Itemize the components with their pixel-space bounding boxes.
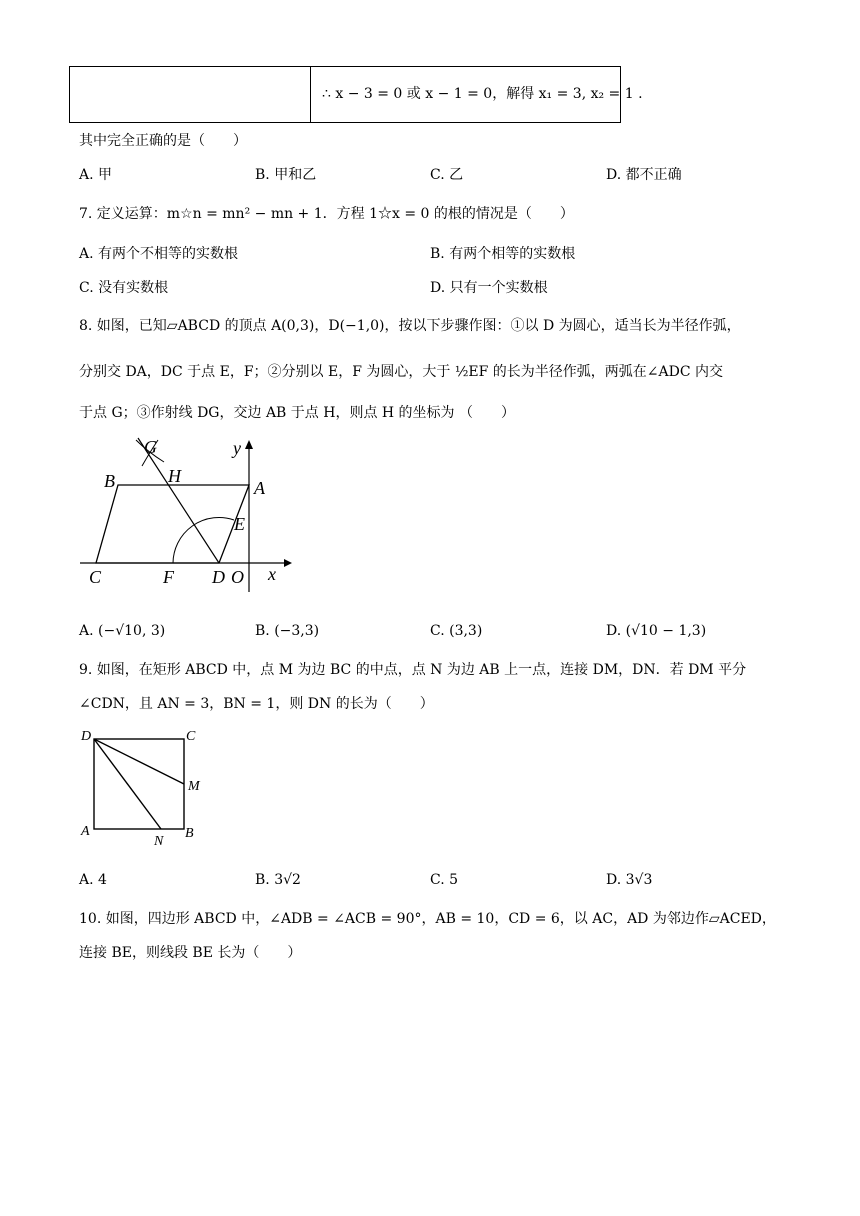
q8-option-d: D. (√10 − 1,3) — [606, 623, 707, 639]
rectangle-abcd — [94, 739, 184, 829]
label-g: G — [144, 437, 157, 457]
q9-option-c: C. 5 — [430, 872, 459, 888]
q8-parallelogram-figure — [78, 432, 298, 592]
y-axis-arrow — [245, 440, 253, 449]
q8-option-c: C. (3,3) — [430, 623, 483, 639]
q8-option-a: A. (−√10, 3) — [79, 623, 166, 639]
segment-dn — [94, 739, 161, 829]
q9-option-d: D. 3√3 — [606, 872, 653, 888]
q9-option-a: A. 4 — [79, 872, 107, 888]
q8-stem-line-1: 8. 如图，已知▱ABCD 的顶点 A(0,3)，D(−1,0)，按以下步骤作图：①以 D 为圆心，适当长为半径作弧， — [79, 318, 741, 334]
q7-stem: 7. 定义运算：m☆n = mn² − mn + 1．方程 1☆x = 0 的根的情况是（ ） — [79, 206, 574, 222]
q7-option-c: C. 没有实数根 — [79, 280, 169, 296]
q6-option-b: B. 甲和乙 — [255, 167, 317, 183]
label-y: y — [233, 438, 241, 458]
arc-ef — [173, 517, 234, 563]
q6-option-d: D. 都不正确 — [606, 167, 682, 183]
q9-rectangle-figure — [78, 725, 208, 850]
q6-stem: 其中完全正确的是（ ） — [79, 133, 247, 149]
q7-option-b: B. 有两个相等的实数根 — [430, 246, 576, 262]
x-axis-arrow — [284, 559, 292, 567]
q7-option-a: A. 有两个不相等的实数根 — [79, 246, 239, 262]
table-cell-right: ∴ x − 3 = 0 或 x − 1 = 0，解得 x₁ = 3, x₂ = 1 . — [322, 86, 643, 102]
q9-option-b: B. 3√2 — [255, 872, 301, 888]
label-d: D — [81, 729, 92, 744]
table-cell-left — [70, 67, 311, 122]
parallelogram-abcd — [96, 485, 249, 563]
label-c: C — [89, 567, 102, 587]
label-x: x — [268, 564, 276, 584]
q10-stem-line-2: 连接 BE，则线段 BE 长为（ ） — [79, 945, 302, 961]
label-h: H — [168, 466, 181, 486]
label-b: B — [185, 826, 194, 841]
q10-stem-line-1: 10. 如图，四边形 ABCD 中，∠ADB = ∠ACB = 90°，AB = 10，CD = 6，以 AC，AD 为邻边作▱ACED， — [79, 911, 776, 927]
label-d: D — [212, 567, 225, 587]
q8-stem-line-2: 分别交 DA，DC 于点 E，F；②分别以 E，F 为圆心，大于 ½EF 的长为半径作弧，两弧在∠ADC 内交 — [79, 364, 724, 380]
label-c: C — [186, 729, 196, 744]
label-o: O — [231, 567, 244, 587]
segment-dm — [94, 739, 184, 784]
q9-stem-line-2: ∠CDN，且 AN = 3，BN = 1，则 DN 的长为（ ） — [79, 696, 434, 712]
q8-option-b: B. (−3,3) — [255, 623, 320, 639]
label-a: A — [254, 478, 265, 498]
q9-stem-line-1: 9. 如图，在矩形 ABCD 中，点 M 为边 BC 的中点，点 N 为边 AB 上一点，连接 DM，DN．若 DM 平分 — [79, 662, 747, 678]
q6-option-a: A. 甲 — [79, 167, 113, 183]
label-m: M — [188, 779, 200, 794]
label-f: F — [163, 567, 174, 587]
label-e: E — [234, 514, 245, 534]
q8-stem-line-3: 于点 G；③作射线 DG，交边 AB 于点 H，则点 H 的坐标为 （ ） — [79, 405, 516, 421]
q7-option-d: D. 只有一个实数根 — [430, 280, 548, 296]
q6-option-c: C. 乙 — [430, 167, 464, 183]
solution-table-fragment — [69, 66, 643, 123]
label-b: B — [104, 471, 115, 491]
label-a: A — [81, 824, 90, 839]
label-n: N — [154, 834, 164, 849]
